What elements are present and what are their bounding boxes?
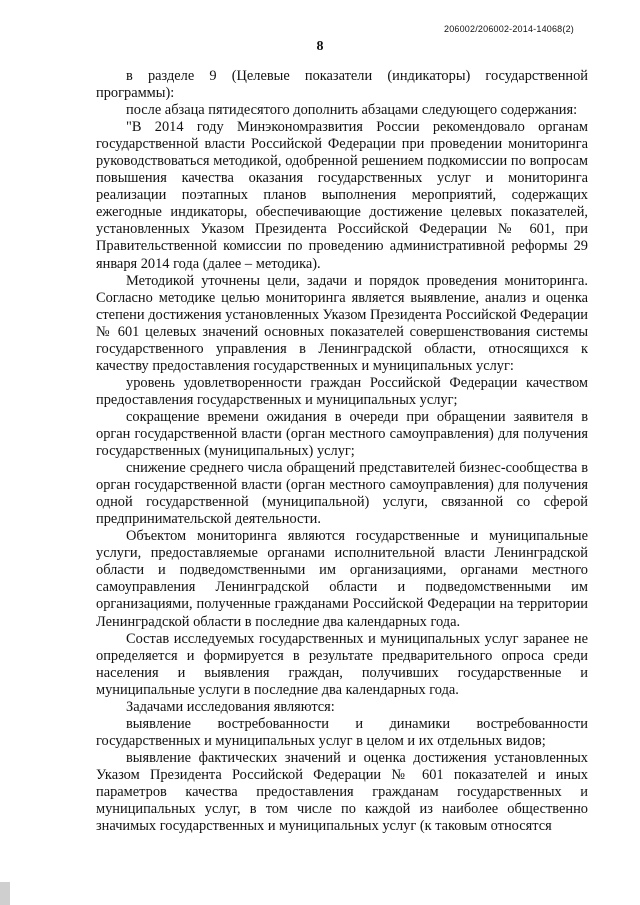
document-id: 206002/206002-2014-14068(2) bbox=[443, 24, 574, 34]
paragraph: выявление фактических значений и оценка достижения установленных Указом Президента Российской Федерации № 601 показателей и иных параметров качества предоставления гражданам государственных и муниципальных услуг, в том числе по каждой из наиболее общественно значимых государственных и муниципальных услуг (к таковым относятся bbox=[96, 749, 588, 835]
paragraph: выявление востребованности и динамики востребованности государственных и муниципальных услуг в целом и их отдельных видов; bbox=[96, 715, 588, 749]
page-number: 8 bbox=[316, 39, 324, 54]
paragraph: Объектом мониторинга являются государственные и муниципальные услуги, предоставляемые органами исполнительной власти Ленинградской области и подведомственными им организациями, органами местного самоуправления Ленинградской области и подведомственными им организациями, полученные гражданами Российской Федерации на территории Ленинградской области в последние два календарных года. bbox=[96, 528, 588, 630]
paragraph: сокращение времени ожидания в очереди при обращении заявителя в орган государственной власти (орган местного самоуправления) для получения государственных (муниципальных) услуг; bbox=[96, 408, 588, 460]
paragraph: Задачами исследования являются: bbox=[126, 698, 335, 715]
paragraph: Состав исследуемых государственных и муниципальных услуг заранее не определяется и формируется в результате предварительного опроса среди населения и выявления граждан, получивших государственные и муниципальные услуги в последние два календарных года. bbox=[96, 630, 588, 698]
paragraph: "В 2014 году Минэкономразвития России рекомендовало органам государственной власти Российской Федерации при проведении мониторинга руководствоваться методикой, одобренной решением подкомиссии по вопросам повышения качества оказания государственных услуг и мониторинга реализации поэтапных планов выполнения мероприятий, содержащих ежегодные индикаторы, обеспечивающие достижение целевых показателей, установленных Указом Президента Российской Федерации № 601, при Правительственной комиссии по проведению административной реформы 29 января 2014 года (далее – методика). bbox=[96, 119, 588, 272]
paragraph: снижение среднего числа обращений представителей бизнес-сообщества в орган государственной власти (орган местного самоуправления) для получения одной государственной (муниципальной) услуги, связанной со сферой предпринимательской деятельности. bbox=[96, 460, 588, 528]
scan-edge-mark bbox=[0, 882, 10, 905]
paragraph: после абзаца пятидесятого дополнить абзацами следующего содержания: bbox=[126, 102, 578, 119]
document-body bbox=[96, 68, 588, 835]
paragraph: Методикой уточнены цели, задачи и порядок проведения мониторинга. Согласно методике целью мониторинга является выявление, анализ и оценка степени достижения установленных Указом Президента Российской Федерации № 601 целевых значений основных показателей совершенствования системы государственного управления в Ленинградской области, относящихся к качеству предоставления государственных и муниципальных услуг: bbox=[96, 272, 588, 374]
paragraph: в разделе 9 (Целевые показатели (индикаторы) государственной программы): bbox=[96, 68, 588, 102]
paragraph: уровень удовлетворенности граждан Российской Федерации качеством предоставления государственных и муниципальных услуг; bbox=[96, 374, 588, 408]
